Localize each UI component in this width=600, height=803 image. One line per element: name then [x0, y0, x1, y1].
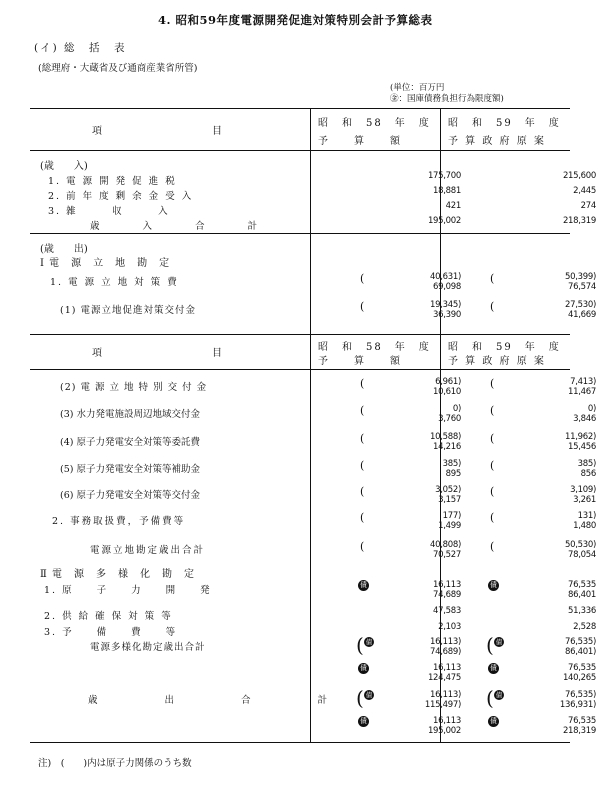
mark-value-59: 76,535 — [568, 716, 596, 726]
row-label: 1. 電 源 立 地 対 策 費 — [50, 277, 179, 288]
paren-value-59: 0) — [587, 404, 596, 414]
table-row: (3) 水力発電施設周辺地域交付金 ( 0) 3,760 ( 0) 3,846 — [60, 404, 596, 424]
value-58: 69,098 — [433, 282, 461, 292]
table-row: (5) 原子力発電安全対策等補助金 ( 385) 895 ( 385) 856 — [60, 459, 596, 479]
footnote: 注) ( )内は原子力関係のうち数 — [38, 758, 192, 769]
paren-value-58: 40,808) — [430, 540, 461, 550]
value-59: 41,669 — [568, 310, 596, 320]
paren-value-59: 11,962) — [565, 432, 596, 442]
row-label: 電源多様化勘定歳出合計 — [90, 642, 206, 653]
row-label: 2. 供 給 確 保 対 策 等 — [44, 611, 173, 622]
value-58: 3,760 — [438, 414, 461, 424]
debt-mark-icon: 債 — [495, 691, 503, 699]
paren-value-58: 385) — [442, 459, 461, 469]
row-label: 歳 出 合 計 — [88, 695, 344, 706]
header-58-year: 昭 和 58 年 度 — [318, 118, 431, 129]
group-1-heading: Ⅰ 電 源 立 地 勘 定 — [40, 258, 171, 269]
value-58: 2,103 — [438, 622, 461, 632]
row-label: 電源立地勘定歳出合計 — [90, 545, 206, 556]
value-58: 10,610 — [433, 387, 461, 397]
value-59: 856 — [580, 469, 596, 479]
paren-value-59: 385) — [577, 459, 596, 469]
value-58: 36,390 — [433, 310, 461, 320]
revenue-heading: (歳 入) — [40, 161, 88, 172]
value-59: 86,401) — [565, 647, 596, 657]
table-top-rule — [30, 108, 570, 109]
group-2-heading: Ⅱ 電 源 多 様 化 勘 定 — [40, 569, 195, 580]
table-row: 歳 出 合 計 ( 債 16,113) 115,497) ( 債 76,535) 136,931) — [88, 686, 596, 710]
header-58-budget-2: 予 算 額 — [318, 356, 402, 367]
header-item: 項 目 — [92, 126, 242, 137]
header-59-draft: 予 算 政 府 原 案 — [448, 136, 546, 147]
mark-value-59: 76,535) — [565, 637, 596, 647]
mark-value-59: 76,535) — [565, 690, 596, 700]
table-row — [30, 216, 596, 240]
section-label: (イ) 総 括 表 — [34, 42, 127, 54]
row-label: 歳 入 合 計 — [90, 221, 266, 232]
row-label: (3) 水力発電施設周辺地域交付金 — [60, 409, 200, 420]
row-label: 2. 前 年 度 剰 余 金 受 入 — [48, 191, 194, 202]
table-row: 1. 電 源 立 地 対 策 費 ( 40,631) 69,098 ( 50,399) 76,574 — [50, 272, 596, 292]
table-row — [30, 580, 596, 604]
row-label: (5) 原子力発電安全対策等補助金 — [60, 464, 200, 475]
table-row: (1) 電源立地促進対策交付金 ( 19,345) 36,390 ( 27,530) 41,669 — [60, 300, 596, 320]
header-item-2: 項 目 — [92, 348, 242, 359]
value-58: 74,689 — [433, 590, 461, 600]
mark-value-58: 16,113) — [430, 637, 461, 647]
header-rule-2 — [30, 369, 570, 370]
value-59: 86,401 — [568, 590, 596, 600]
value-59: 76,574 — [568, 282, 596, 292]
value-59: 78,054 — [568, 550, 596, 560]
unit-line-2: ㊎：国庫債務負担行為限度額) — [390, 94, 504, 104]
unit-line-1: (単位：百万円 — [390, 83, 445, 93]
value-59: 3,846 — [573, 414, 596, 424]
value-58: 124,475 — [427, 673, 461, 683]
value-59: 2,445 — [573, 186, 596, 196]
table-row — [30, 663, 596, 687]
mark-value-58: 16,113 — [433, 716, 461, 726]
row-label: 3. 予 備 費 等 — [44, 627, 178, 638]
value-58: 115,497) — [424, 700, 461, 710]
paren-value-59: 50,530) — [565, 540, 596, 550]
value-58: 47,583 — [433, 606, 461, 616]
value-58: 3,157 — [438, 495, 461, 505]
row-label: (6) 原子力発電安全対策等交付金 — [60, 490, 200, 501]
expenditure-heading: (歳 出) — [40, 244, 88, 255]
header-58-year-2: 昭 和 58 年 度 — [318, 342, 431, 353]
table-bottom-rule — [30, 742, 570, 743]
paren-value-58: 177) — [442, 511, 461, 521]
debt-mark-icon: 債 — [490, 581, 497, 589]
mark-value-58: 16,113 — [433, 580, 461, 590]
debt-mark-icon: 債 — [360, 664, 367, 672]
unit-note — [390, 83, 504, 105]
value-59: 218,319 — [562, 726, 596, 736]
value-59: 11,467 — [568, 387, 596, 397]
table-row — [30, 716, 596, 740]
value-59: 136,931) — [559, 700, 596, 710]
paren-value-58: 40,631) — [430, 272, 461, 282]
table-row: 電源多様化勘定歳出合計 ( 債 16,113) 74,689) ( 債 76,535) 86,401) — [90, 633, 596, 657]
page-title: 4. 昭和59年度電源開発促進対策特別会計予算総表 — [158, 13, 433, 27]
table-row: 2. 事務取扱費，予備費等 ( 177) 1,499 ( 131) 1,480 — [52, 511, 596, 531]
paren-value-59: 7,413) — [570, 377, 596, 387]
row-label: 1. 電 源 開 発 促 進 税 — [48, 176, 177, 187]
row-label: 3. 雑 収 入 — [48, 206, 170, 217]
debt-mark-icon: 債 — [490, 664, 497, 672]
debt-mark-icon: 債 — [365, 638, 373, 646]
value-58: 70,527 — [433, 550, 461, 560]
value-59: 218,319 — [562, 216, 596, 226]
value-59: 15,456 — [568, 442, 596, 452]
value-58: 18,881 — [433, 186, 461, 196]
value-58: 195,002 — [427, 726, 461, 736]
table-row: (2) 電 源 立 地 特 別 交 付 金 ( 6,961) 10,610 ( 7,413) 11,467 — [60, 377, 596, 397]
section-rule — [30, 233, 570, 234]
paren-value-59: 3,109) — [570, 485, 596, 495]
debt-mark-icon: 債 — [360, 581, 367, 589]
paren-value-58: 19,345) — [430, 300, 461, 310]
value-58: 895 — [445, 469, 461, 479]
paren-value-59: 50,399) — [565, 272, 596, 282]
debt-mark-icon: 債 — [360, 717, 367, 725]
paren-value-59: 27,530) — [565, 300, 596, 310]
header-59-year: 昭 和 59 年 度 — [448, 118, 561, 129]
debt-mark-icon: 債 — [495, 638, 503, 646]
jurisdiction-note: (総理府・大蔵省及び通商産業省所管) — [38, 63, 198, 74]
paren-value-58: 6,961) — [435, 377, 461, 387]
value-59: 3,261 — [573, 495, 596, 505]
header-59-draft-2: 予 算 政 府 原 案 — [448, 356, 546, 367]
table-row: 電源立地勘定歳出合計 ( 40,808) 70,527 ( 50,530) 78,054 — [90, 540, 596, 560]
mark-value-59: 76,535 — [568, 580, 596, 590]
debt-mark-icon: 債 — [490, 717, 497, 725]
value-58: 74,689) — [430, 647, 461, 657]
mark-value-59: 76,535 — [568, 663, 596, 673]
paren-value-58: 10,588) — [430, 432, 461, 442]
value-59: 1,480 — [573, 521, 596, 531]
table-row: (6) 原子力発電安全対策等交付金 ( 3,052) 3,157 ( 3,109) 3,261 — [60, 485, 596, 505]
paren-value-59: 131) — [577, 511, 596, 521]
value-58: 195,002 — [427, 216, 461, 226]
value-58: 1,499 — [438, 521, 461, 531]
mark-value-58: 16,113) — [430, 690, 461, 700]
header-59-year-2: 昭 和 59 年 度 — [448, 342, 561, 353]
header-58-budget: 予 算 額 — [318, 136, 402, 147]
table-row: (4) 原子力発電安全対策等委託費 ( 10,588) 14,216 ( 11,962) 15,456 — [60, 432, 596, 452]
paren-value-58: 0) — [452, 404, 461, 414]
paren-value-58: 3,052) — [435, 485, 461, 495]
value-59: 2,528 — [573, 622, 596, 632]
row-label: 2. 事務取扱費，予備費等 — [52, 516, 186, 527]
header-rule — [30, 150, 570, 151]
value-59: 274 — [580, 201, 596, 211]
row-label: (1) 電源立地促進対策交付金 — [60, 305, 196, 316]
mark-value-58: 16,113 — [433, 663, 461, 673]
value-59: 215,600 — [562, 171, 596, 181]
value-58: 14,216 — [433, 442, 461, 452]
value-58: 175,700 — [427, 171, 461, 181]
value-59: 51,336 — [568, 606, 596, 616]
value-58: 421 — [445, 201, 461, 211]
row-label: (2) 電 源 立 地 特 別 交 付 金 — [60, 382, 208, 393]
debt-mark-icon: 債 — [365, 691, 373, 699]
table-mid-rule — [30, 334, 570, 335]
row-label: 1. 原 子 力 開 発 — [44, 585, 212, 596]
value-59: 140,265 — [562, 673, 596, 683]
row-label: (4) 原子力発電安全対策等委託費 — [60, 437, 200, 448]
